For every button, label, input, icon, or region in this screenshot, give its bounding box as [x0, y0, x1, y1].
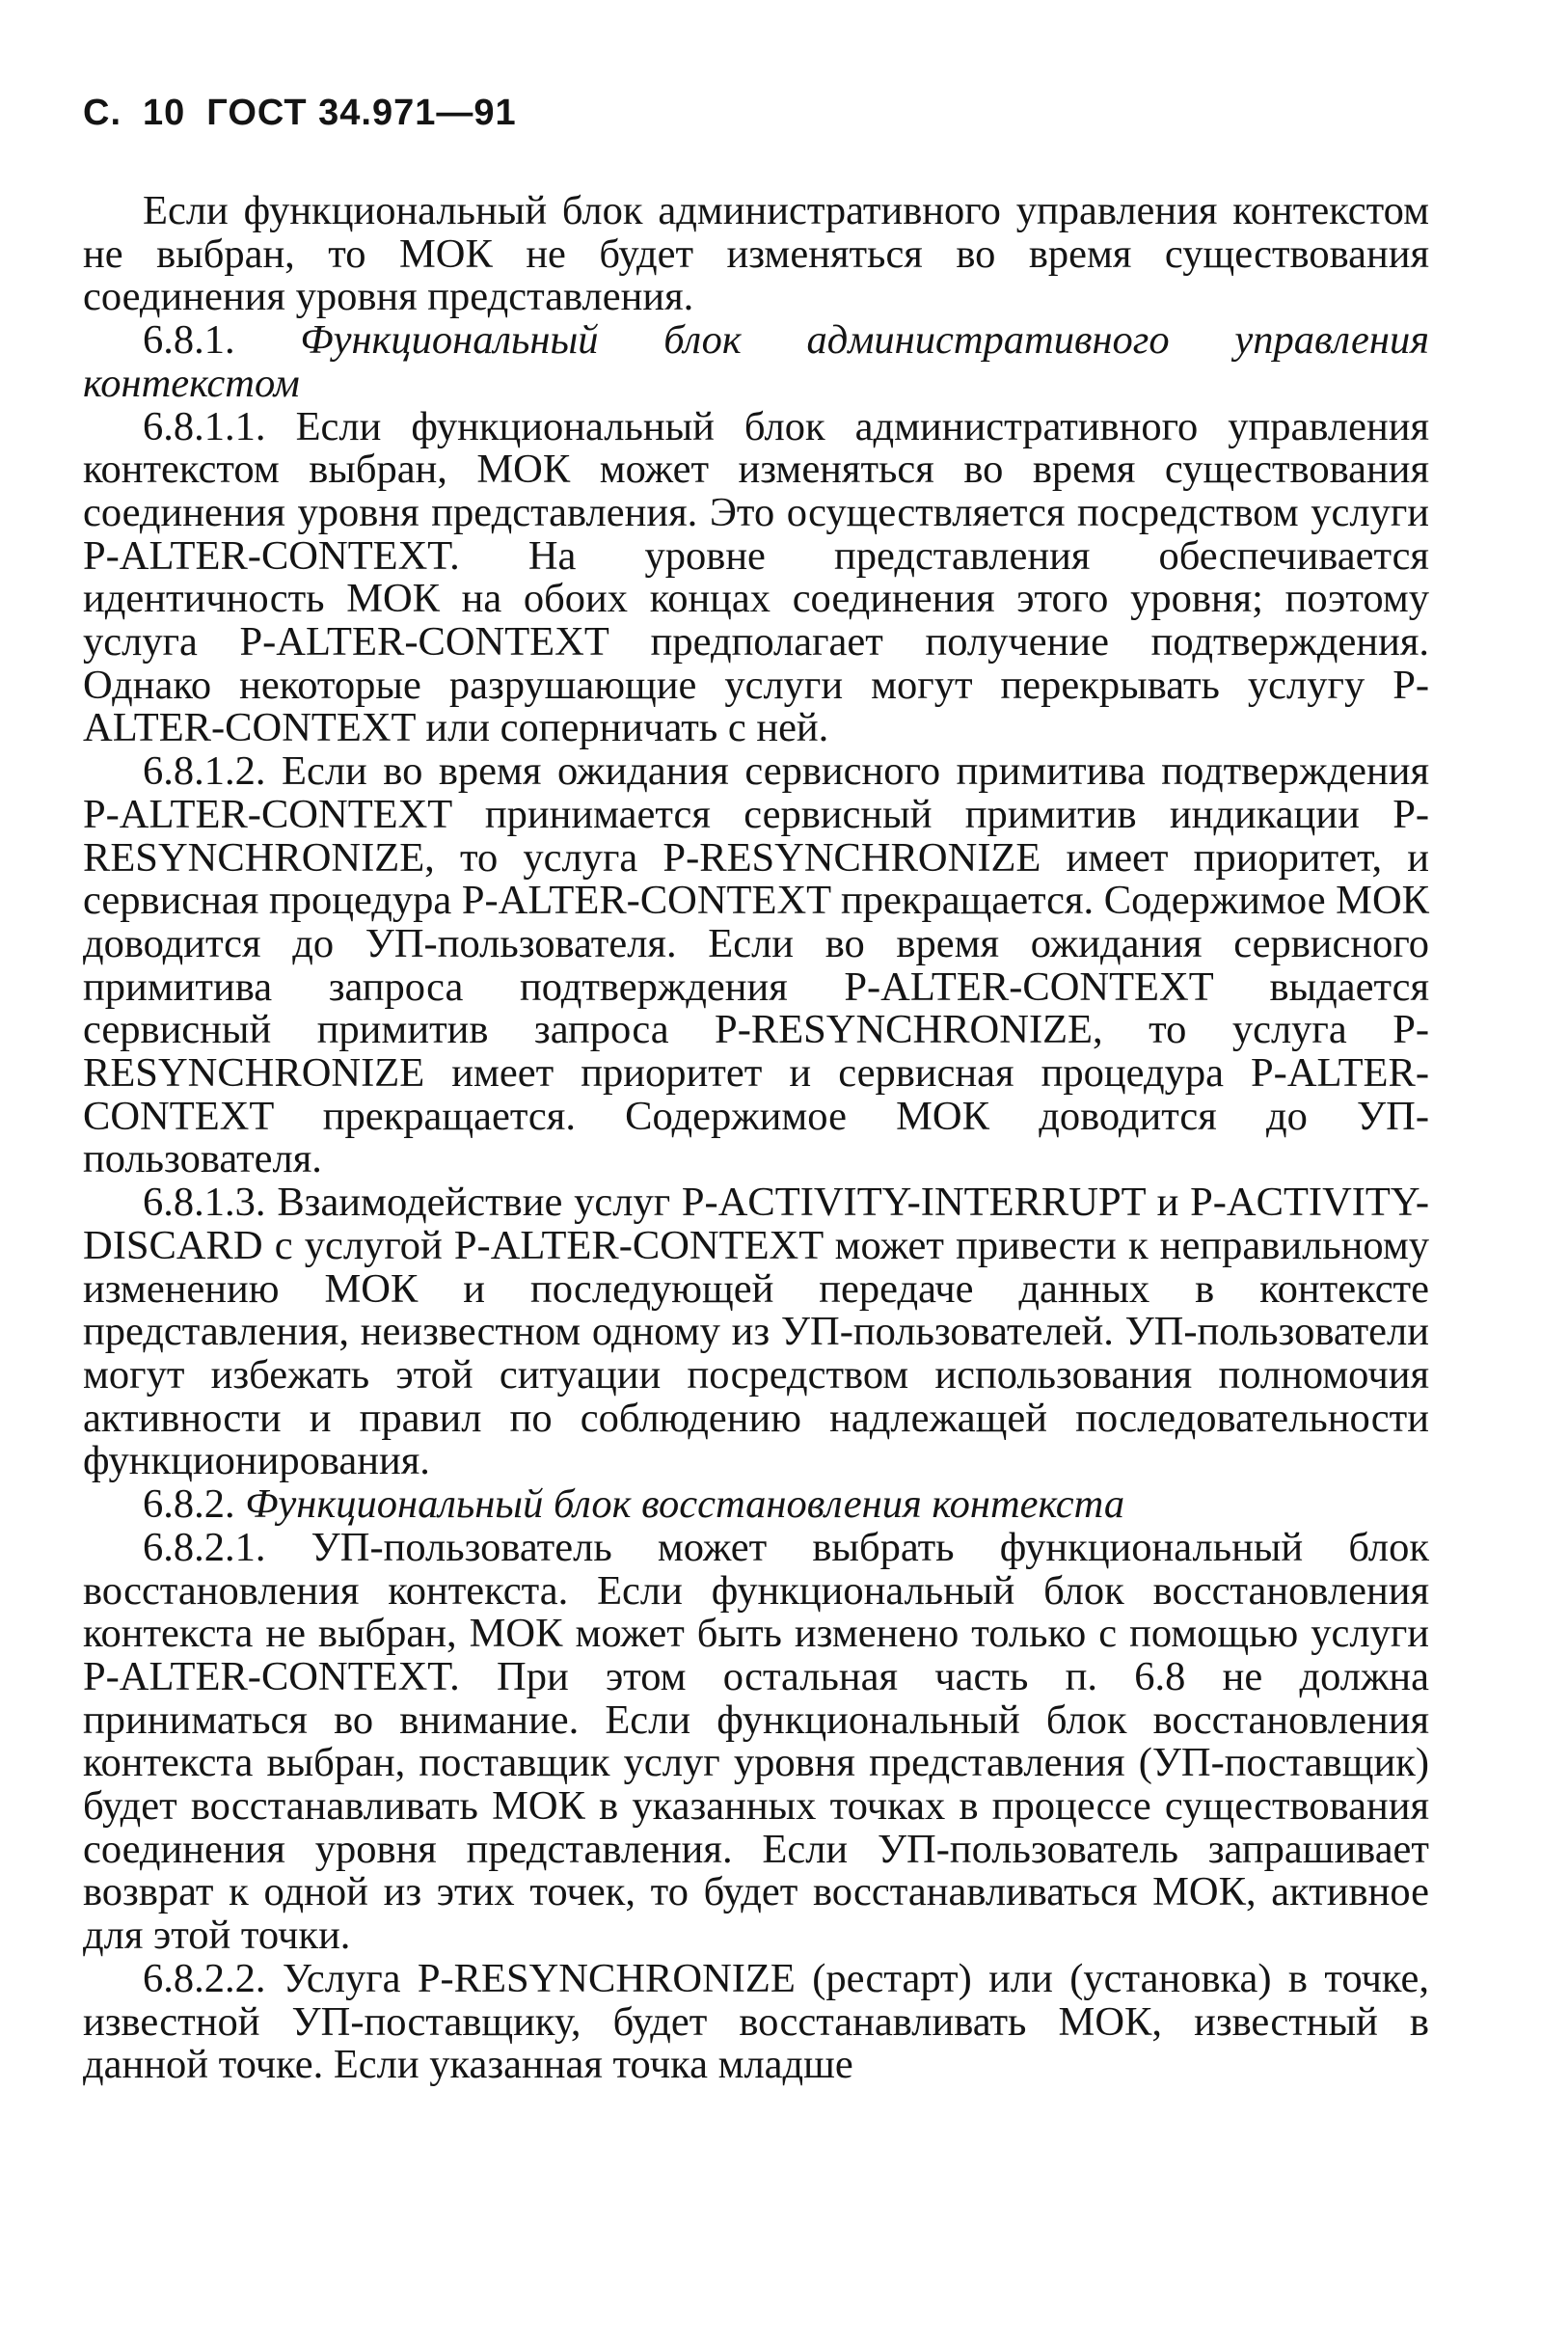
paragraph-6-8-1-3 — [83, 1181, 1429, 1483]
clause-number: 6.8.1.1. — [143, 403, 266, 449]
paragraph-6-8-2-2 — [83, 1955, 1430, 2088]
document-page — [83, 93, 1429, 2087]
clause-number: 6.8.2.2. — [143, 1955, 266, 2001]
paragraph-text: Взаимодействие услуг P-ACTIVITY-INTERRUPT и P-ACTIVITY-DISCARD с услугой P-ALTER-CONTEXT может привести к неправильному изменению МОК и последующей передаче данных в контексте представления, неизвестном одному из УП-пользователей. УП-пользователи могут избежать этой ситуации посредством использования полномочия активности и правил по соблюдению надлежащей последовательности функционирования. — [83, 1180, 1430, 1484]
section-heading-6-8-1 — [83, 319, 1429, 405]
paragraph-6-8-2-1 — [83, 1524, 1429, 1959]
page-prefix: С. — [83, 93, 122, 133]
section-number: 6.8.2. — [143, 1481, 235, 1528]
paragraph-text: Если функциональный блок административного управления контекстом выбран, МОК может изменяться во время существования соединения уровня представления. Это осуществляется посредством услуги P-ALTER-CONTEXT. На уровне представления обеспечивается идентичность МОК на обоих концах соединения этого уровня; поэтому услуга P-ALTER-CONTEXT предполагает получение подтверждения. Однако некоторые разрушающие услуги могут перекрывать услугу P-ALTER-CONTEXT или соперничать с ней. — [83, 403, 1430, 751]
section-title: Функциональный блок административного управления контекстом — [83, 317, 1429, 406]
clause-number: 6.8.1.3. — [143, 1180, 266, 1226]
paragraph-6-8-1-2 — [83, 750, 1429, 1181]
page-header — [83, 93, 1429, 134]
section-heading-6-8-2 — [83, 1483, 1429, 1527]
clause-number: 6.8.2.1. — [143, 1524, 266, 1570]
clause-number: 6.8.1.2. — [143, 748, 266, 795]
section-number: 6.8.1. — [143, 317, 235, 364]
page-number: 10 — [143, 93, 186, 133]
body-text — [83, 190, 1429, 2087]
paragraph-text: УП-пользователь может выбрать функциональный блок восстановления контекста. Если функциональный блок восстановления контекста не выбран, МОК может быть изменено только с помощью услуги P-ALTER-CONTEXT. При этом остальная часть п. 6.8 не должна приниматься во внимание. Если функциональный блок восстановления контекста выбран, поставщик услуг уровня представления (УП-поставщик) будет восстанавливать МОК в указанных точках в процессе существования соединения уровня представления. Если УП-пользователь запрашивает возврат к одной из этих точек, то будет восстанавливаться МОК, активное для этой точки. — [83, 1524, 1429, 1959]
standard-designation: ГОСТ 34.971—91 — [206, 93, 517, 133]
section-title: Функциональный блок восстановления контекста — [245, 1481, 1125, 1528]
paragraph-6-8-1-1 — [83, 403, 1430, 751]
paragraph-text: Услуга P-RESYNCHRONIZE (рестарт) или (установка) в точке, известной УП-поставщику, будет восстанавливать МОК, известный в данной точке. Если указанная точка младше — [83, 1955, 1430, 2088]
paragraph-text: Если функциональный блок административного управления контекстом не выбран, то МОК не будет изменяться во время существования соединения уровня представления. — [83, 188, 1429, 320]
paragraph-intro — [83, 190, 1429, 319]
paragraph-text: Если во время ожидания сервисного примитива подтверждения P-ALTER-CONTEXT принимается сервисный примитив индикации P-RESYNCHRONIZE, то услуга P-RESYNCHRONIZE имеет приоритет, и сервисная процедура P-ALTER-CONTEXT прекращается. Содержимое МОК доводится до УП-пользователя. Если во время ожидания сервисного примитива запроса подтверждения P-ALTER-CONTEXT выдается сервисный примитив запроса P-RESYNCHRONIZE, то услуга P-RESYNCHRONIZE имеет приоритет и сервисная процедура P-ALTER-CONTEXT прекращается. Содержимое МОК доводится до УП-пользователя. — [83, 748, 1430, 1182]
